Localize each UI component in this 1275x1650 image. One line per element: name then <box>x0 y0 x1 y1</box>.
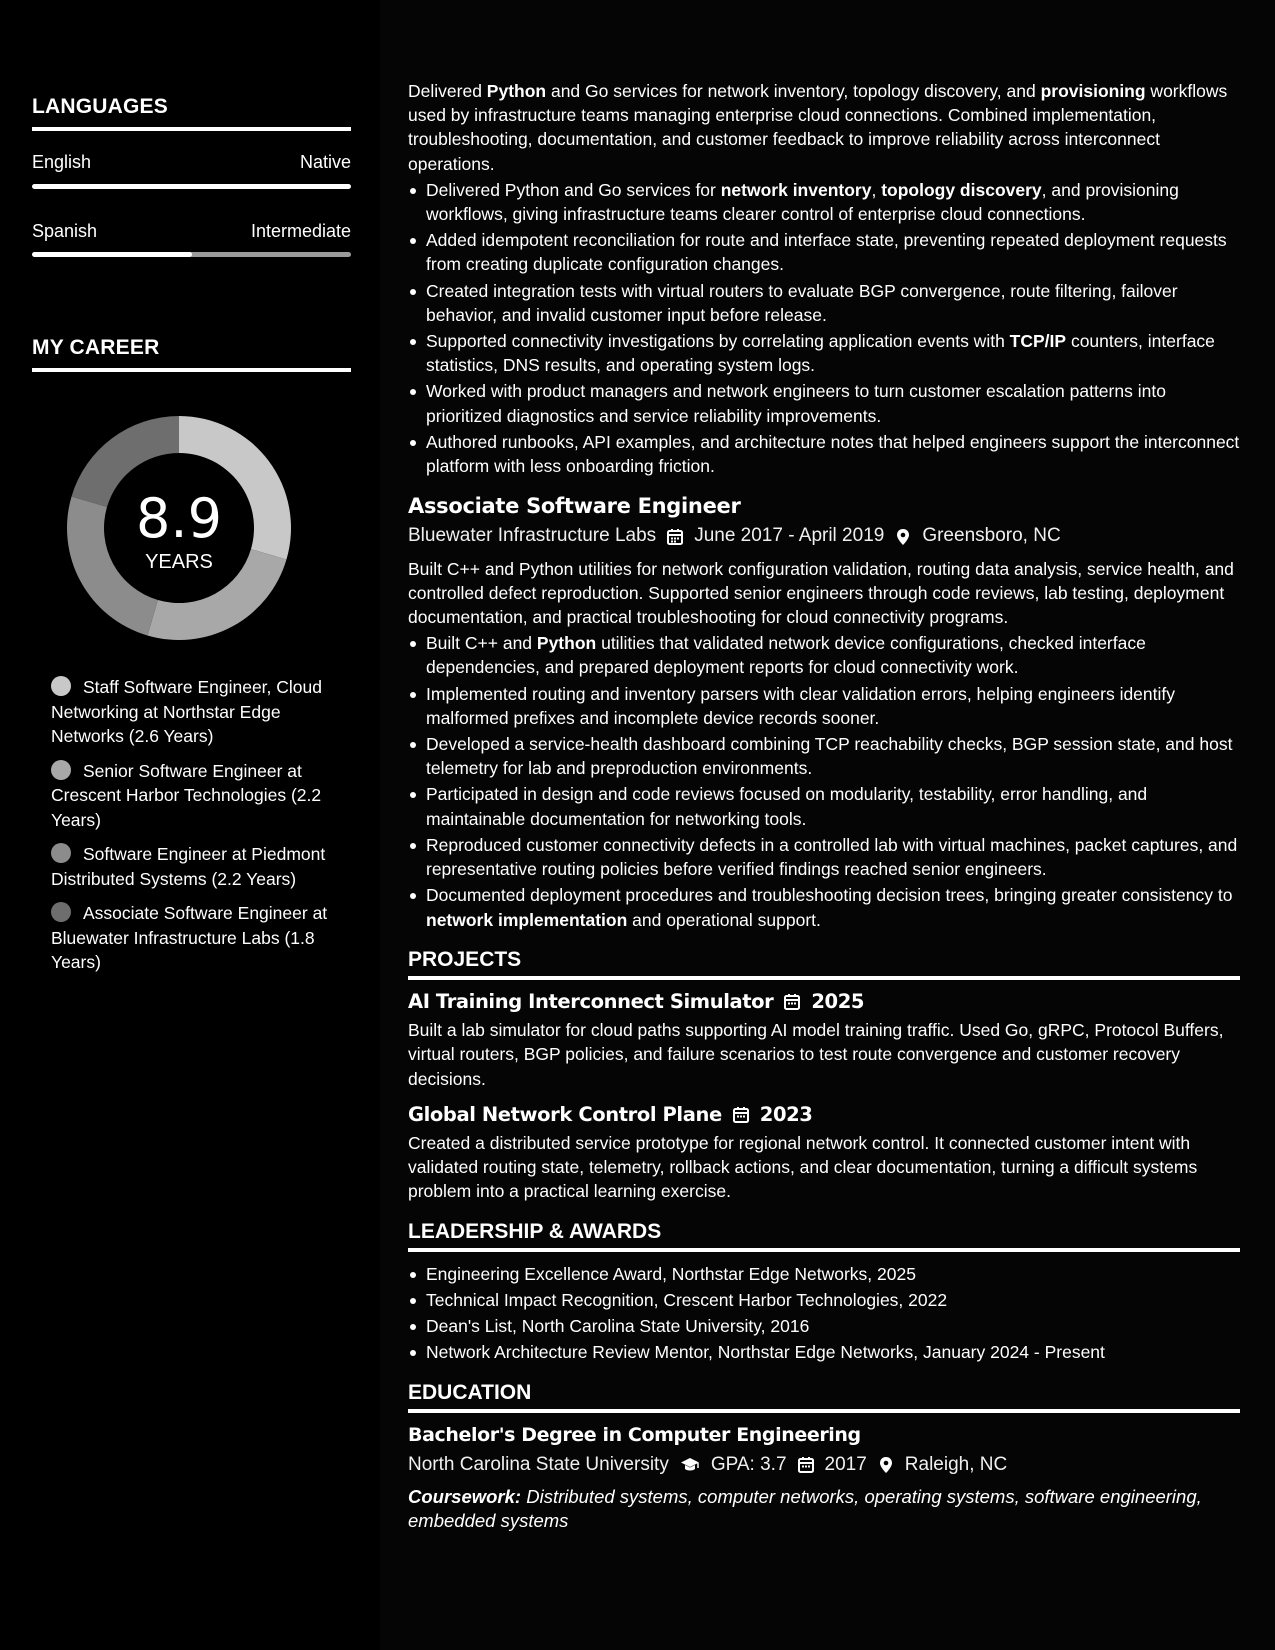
project-description: Created a distributed service prototype for regional network control. It connected customer intent with validated routing state, telemetry, rollback actions, and clear documentation, turning a difficult systems problem into a practical learning exercise. <box>408 1132 1198 1202</box>
graduation-cap-icon <box>679 1456 701 1474</box>
bold-text: network implementation <box>426 909 628 930</box>
list-item: Network Architecture Review Mentor, Northstar Edge Networks, January 2024 - Present <box>426 1340 1240 1364</box>
school-name: North Carolina State University <box>408 1453 669 1475</box>
list-item: Participated in design and code reviews focused on modularity, testability, error handling, and maintainable documentation for networking tools. <box>426 782 1240 830</box>
education-meta <box>408 1453 1240 1477</box>
legend-dot-icon <box>51 902 71 922</box>
leadership-list <box>408 1262 1240 1365</box>
language-row-spanish <box>32 221 351 242</box>
career-legend-label: Associate Software Engineer at Bluewater Infrastructure Labs (1.8 Years) <box>51 903 328 972</box>
text: , <box>871 179 882 200</box>
list-item: Dean's List, North Carolina State University, 2016 <box>426 1314 1240 1338</box>
text: Documented deployment procedures and troubleshooting decision trees, bringing greater consistency to <box>426 885 1233 906</box>
bold-text: provisioning <box>1040 81 1146 101</box>
career-legend <box>51 675 341 985</box>
education-heading: EDUCATION <box>408 1381 1240 1413</box>
calendar-icon <box>797 1456 815 1474</box>
text: Supported connectivity investigations by correlating application events with <box>426 331 1010 352</box>
text: utilities that validated network device configurations, checked interface dependencies, and prepared deployment reports for cloud connectivity work. <box>426 633 1146 678</box>
career-legend-label: Staff Software Engineer, Cloud Networking at Northstar Edge Networks (2.6 Years) <box>51 677 322 746</box>
list-item: Engineering Excellence Award, Northstar Edge Networks, 2025 <box>426 1262 1240 1286</box>
list-item <box>426 178 1240 226</box>
career-legend-item <box>51 759 341 833</box>
sidebar <box>0 0 380 1650</box>
job-dates: June 2017 - April 2019 <box>694 525 885 547</box>
language-bar-spanish <box>32 252 351 257</box>
text: and operational support. <box>627 909 821 930</box>
list-item: Worked with product managers and network engineers to turn customer escalation patterns into prioritized diagnostics and service reliability improvements. <box>426 379 1240 427</box>
location-pin-icon <box>894 528 912 546</box>
legend-dot-icon <box>51 760 71 780</box>
text: counters, interface statistics, DNS results, and operating system logs. <box>426 331 1215 376</box>
school-location: Raleigh, NC <box>904 1453 1008 1475</box>
career-heading: MY CAREER <box>32 336 351 372</box>
project-year: 2025 <box>811 989 865 1013</box>
language-bar-fill <box>32 252 192 257</box>
bold-text: Python <box>536 633 597 654</box>
job-summary: Built C++ and Python utilities for network configuration validation, routing data analysis, service health, and controlled defect reproduction. Supported senior engineers through code reviews, lab testing, deployment documentation, and practical troubleshooting for cloud connectivity programs. <box>408 558 1234 628</box>
career-donut-svg <box>66 415 292 641</box>
language-bar-english <box>32 184 351 189</box>
coursework-label: Coursework: <box>408 1486 522 1508</box>
project-description: Built a lab simulator for cloud paths supporting AI model training traffic. Used Go, gRPC, Protocol Buffers, virtual routers, BGP policies, and failure scenarios to test route convergence and customer recovery decisions. <box>408 1020 1224 1089</box>
calendar-icon <box>732 1106 750 1124</box>
text: Delivered <box>408 81 487 101</box>
project-title: AI Training Interconnect Simulator <box>408 989 774 1013</box>
main-content <box>408 79 1240 1534</box>
list-item: Added idempotent reconciliation for route and interface state, preventing repeated deployment requests from creating duplicate configuration changes. <box>426 228 1240 276</box>
project-title-row <box>408 990 1240 1014</box>
career-legend-label: Software Engineer at Piedmont Distributed Systems (2.2 Years) <box>51 844 326 889</box>
text: , and provisioning workflows, giving infrastructure teams clearer control of enterprise cloud connections. <box>426 179 1179 225</box>
career-total: 8.9 <box>136 487 222 550</box>
bold-text: Python <box>486 81 547 101</box>
calendar-icon <box>666 528 684 546</box>
list-item: Technical Impact Recognition, Crescent Harbor Technologies, 2022 <box>426 1288 1240 1312</box>
career-legend-label: Senior Software Engineer at Crescent Harbor Technologies (2.2 Years) <box>51 760 322 830</box>
job-bullets <box>408 178 1240 478</box>
bold-text: TCP/IP <box>1009 331 1067 352</box>
language-name: English <box>32 152 92 172</box>
job-title: Associate Software Engineer <box>408 494 741 519</box>
text: and Go services for network inventory, topology discovery, and <box>546 81 1041 101</box>
list-item: Developed a service-health dashboard combining TCP reachability checks, BGP session state, and host telemetry for lab and preproduction environments. <box>426 732 1240 780</box>
career-legend-item <box>51 842 341 891</box>
text: workflows used by infrastructure teams managing enterprise cloud connections. Combined implementation, troubleshooting, documentation, and customer feedback to improve reliability across interconnect operations. <box>408 81 1228 174</box>
gpa: GPA: 3.7 <box>710 1453 787 1475</box>
list-item: Implemented routing and inventory parsers with clear validation errors, helping engineers identify malformed prefixes and incomplete device records sooner. <box>426 682 1240 730</box>
languages-heading: LANGUAGES <box>32 95 351 131</box>
degree-title: Bachelor's Degree in Computer Engineering <box>408 1423 861 1446</box>
company-name: Bluewater Infrastructure Labs <box>408 525 657 547</box>
project-title: Global Network Control Plane <box>408 1102 722 1126</box>
list-item: Reproduced customer connectivity defects in a controlled lab with virtual machines, packet captures, and representative routing policies before verified findings reached senior engineers. <box>426 833 1240 881</box>
career-legend-item <box>51 675 341 749</box>
language-level: Native <box>299 152 351 172</box>
list-item <box>426 329 1240 377</box>
legend-dot-icon <box>51 843 71 863</box>
bold-text: network inventory <box>720 179 872 200</box>
job-location: Greensboro, NC <box>922 525 1061 547</box>
projects-heading: PROJECTS <box>408 948 1240 980</box>
location-pin-icon <box>877 1456 895 1474</box>
calendar-icon <box>783 993 801 1011</box>
project <box>408 990 1240 1091</box>
bold-text: topology discovery <box>881 179 1042 200</box>
job-summary <box>408 79 1240 176</box>
language-row-english <box>32 152 351 173</box>
list-item <box>426 631 1240 679</box>
project <box>408 1103 1240 1204</box>
career-unit: YEARS <box>145 551 213 573</box>
text: Delivered Python and Go services for <box>426 179 721 200</box>
career-donut-chart <box>66 415 292 641</box>
language-name: Spanish <box>32 221 98 241</box>
project-title-row <box>408 1103 1240 1127</box>
project-year: 2023 <box>759 1102 813 1126</box>
coursework <box>408 1485 1240 1533</box>
coursework-text: Distributed systems, computer networks, operating systems, software engineering, embedded systems <box>408 1486 1202 1532</box>
job-bullets <box>408 631 1240 931</box>
list-item: Authored runbooks, API examples, and architecture notes that helped engineers support the interconnect platform with less onboarding friction. <box>426 430 1240 478</box>
text: Built C++ and <box>426 633 537 654</box>
list-item <box>426 883 1240 931</box>
leadership-heading: LEADERSHIP & AWARDS <box>408 1220 1240 1252</box>
career-legend-item <box>51 901 341 975</box>
language-bar-fill <box>32 184 351 189</box>
graduation-year: 2017 <box>824 1453 867 1475</box>
legend-dot-icon <box>51 676 71 696</box>
job-meta <box>408 524 1240 548</box>
language-level: Intermediate <box>250 221 351 241</box>
list-item: Created integration tests with virtual routers to evaluate BGP convergence, route filtering, failover behavior, and invalid customer input before release. <box>426 279 1240 327</box>
